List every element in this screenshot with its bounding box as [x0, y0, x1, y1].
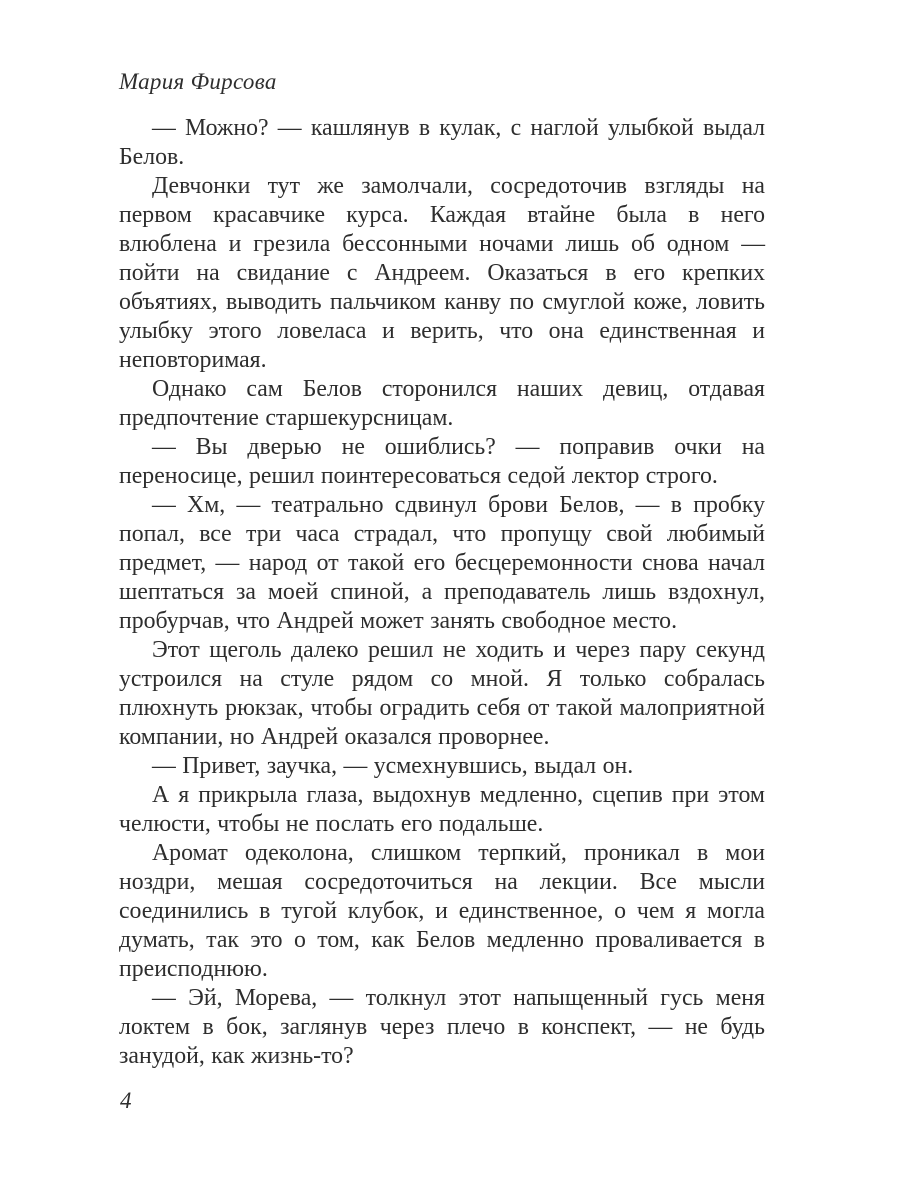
page-number: 4	[120, 1088, 132, 1113]
page-body-text	[119, 114, 765, 1071]
running-header-author: Мария Фирсова	[119, 69, 277, 94]
paragraph: Однако сам Белов сторонился наших девиц, отдавая предпочтение старшекурсницам.	[119, 376, 765, 431]
paragraph: — Привет, заучка, — усмехнувшись, выдал он.	[152, 753, 634, 779]
paragraph: — Эй, Морева, — толкнул этот напыщенный гусь меня локтем в бок, заглянув через плечо в конспект, — не будь занудой, как жизнь-то?	[119, 985, 765, 1069]
paragraph: — Хм, — театрально сдвинул брови Белов, — в пробку попал, все три часа страдал, что пропущу свой любимый предмет, — народ от такой его бесцеремонности снова начал шептаться за моей спиной, а преподаватель лишь вздохнул, пробурчав, что Андрей может занять свободное место.	[119, 492, 765, 634]
paragraph: Девчонки тут же замолчали, сосредоточив взгляды на первом красавчике курса. Каждая втайне была в него влюблена и грезила бессонными ночами лишь об одном — пойти на свидание с Андреем. Оказаться в его крепких объятиях, выводить пальчиком канву по смуглой коже, ловить улыбку этого ловеласа и верить, что она единственная и неповторимая.	[119, 173, 765, 373]
paragraph: А я прикрыла глаза, выдохнув медленно, сцепив при этом челюсти, чтобы не послать его подальше.	[119, 782, 765, 837]
paragraph: Этот щеголь далеко решил не ходить и через пару секунд устроился на стуле рядом со мной. Я только собралась плюхнуть рюкзак, чтобы оградить себя от такой малоприятной компании, но Андрей оказался проворнее.	[119, 637, 765, 750]
paragraph: — Вы дверью не ошиблись? — поправив очки на переносице, решил поинтересоваться седой лектор строго.	[119, 434, 765, 489]
paragraph: — Можно? — кашлянув в кулак, с наглой улыбкой выдал Белов.	[119, 115, 765, 170]
paragraph: Аромат одеколона, слишком терпкий, проникал в мои ноздри, мешая сосредоточиться на лекции. Все мысли соединились в тугой клубок, и единственное, о чем я могла думать, так это о том, как Белов медленно проваливается в преисподнюю.	[119, 840, 765, 982]
